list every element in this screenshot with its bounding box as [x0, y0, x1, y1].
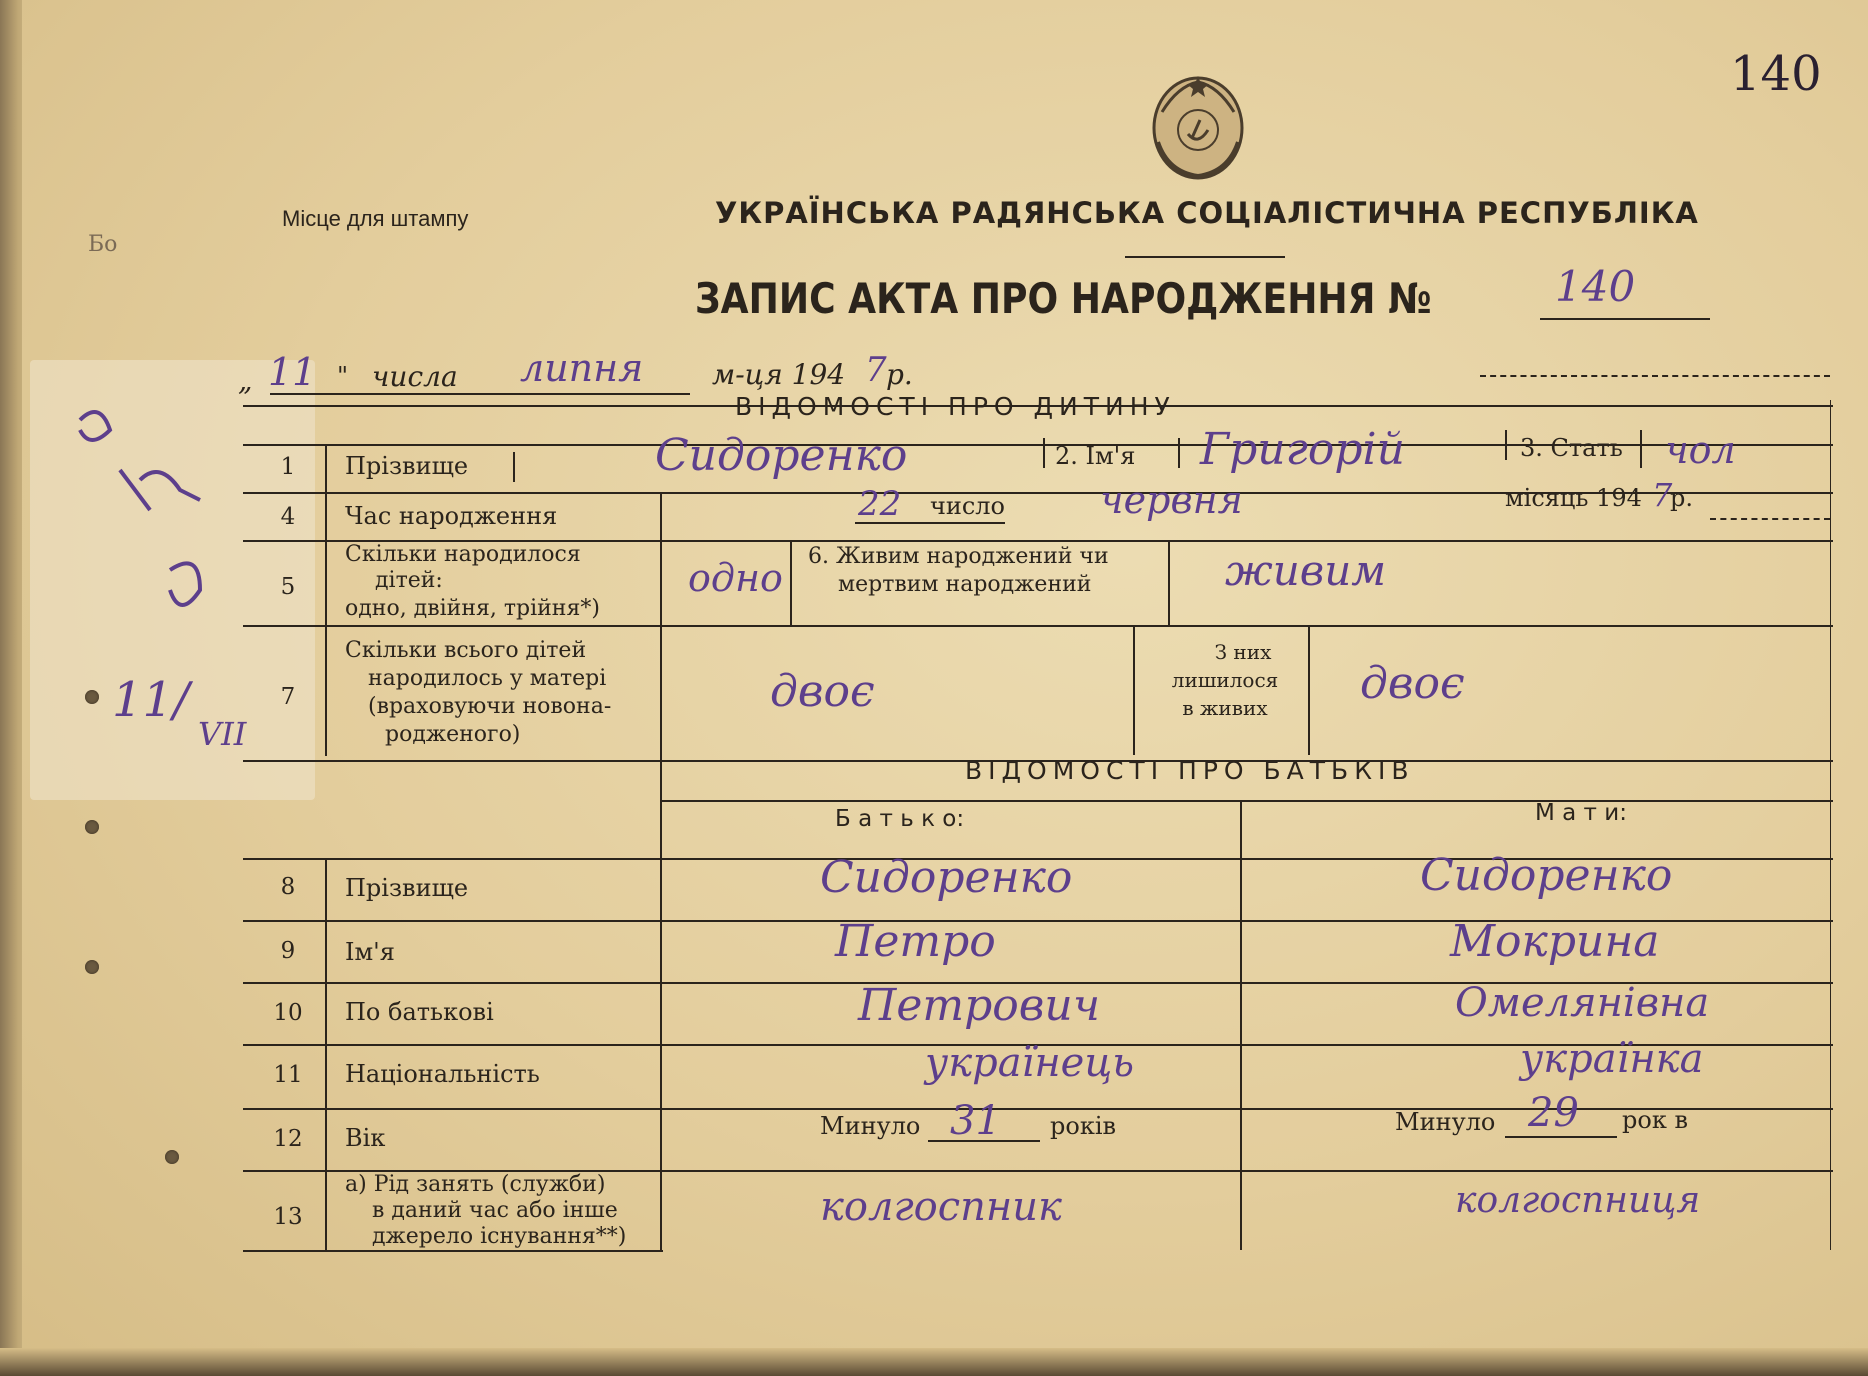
living-label-3: в живих	[1182, 696, 1268, 720]
margin-scribbles	[60, 390, 260, 630]
father-nationality: українець	[925, 1040, 1135, 1086]
date-tail-line	[1480, 375, 1830, 377]
row-number: 1	[280, 454, 296, 480]
column-line	[1168, 540, 1170, 625]
total-label-3: (враховуючи новона-	[368, 694, 612, 719]
alive-label-1: 6. Живим народжений чи	[808, 544, 1109, 569]
punch-hole	[165, 1150, 179, 1164]
punch-hole	[85, 820, 99, 834]
row-number: 9	[280, 938, 296, 964]
section-parents-heading: ВІДОМОСТІ ПРО БАТЬКІВ	[965, 756, 1415, 785]
row-number: 4	[280, 504, 296, 530]
mother-age-line	[1505, 1136, 1617, 1138]
father-surname: Сидоренко	[820, 852, 1073, 903]
birth-tail-line	[1710, 518, 1830, 520]
count-label-1: Скільки народилося	[345, 542, 581, 567]
row-number: 10	[273, 1000, 303, 1026]
column-line	[325, 858, 327, 1250]
patronymic-label: По батькові	[345, 998, 494, 1026]
child-surname: Сидоренко	[655, 430, 908, 481]
birth-day: 22	[858, 484, 902, 524]
child-total: двоє	[770, 666, 875, 717]
record-month: липня	[520, 346, 644, 390]
row-line	[243, 625, 1833, 627]
birth-day-line	[855, 522, 1005, 524]
total-label-2: народилось у матері	[368, 666, 607, 691]
row-line	[243, 1108, 1833, 1110]
father-surname-label: Прізвище	[345, 874, 469, 902]
record-number: 140	[1555, 262, 1636, 311]
father-age: 31	[950, 1098, 1001, 1144]
month-label: м-ця 194	[712, 358, 846, 391]
column-line	[790, 540, 792, 625]
day-label: числа	[372, 360, 458, 393]
child-alive: живим	[1225, 546, 1387, 595]
occupation-label-3: джерело існування**)	[372, 1224, 627, 1249]
living-label-1: З них	[1214, 640, 1272, 664]
title-divider	[1125, 256, 1285, 258]
surname-label: Прізвище	[345, 452, 469, 480]
mother-patronymic: Омелянівна	[1455, 980, 1710, 1026]
punch-hole	[85, 960, 99, 974]
margin-note: Бо	[88, 232, 118, 257]
column-line	[1133, 625, 1135, 755]
section-child-heading: ВІДОМОСТІ ПРО ДИТИНУ	[735, 392, 1176, 421]
column-line	[325, 444, 327, 756]
father-occupation: колгоспник	[820, 1184, 1062, 1230]
column-line	[1178, 438, 1180, 468]
total-label-4: родженого)	[385, 722, 521, 747]
birth-year-suffix: р.	[1670, 484, 1693, 512]
margin-note-date: 11/	[112, 672, 190, 728]
stamp-place-label: Місце для штампу	[282, 206, 469, 231]
row-number: 11	[273, 1062, 303, 1088]
nationality-label: Національність	[345, 1060, 540, 1088]
mother-age: 29	[1528, 1090, 1579, 1136]
mother-age-suffix: рок в	[1622, 1106, 1688, 1134]
column-line	[1505, 430, 1507, 460]
name-label: 2. Ім'я	[1055, 442, 1136, 470]
occupation-label-2: в даний час або інше	[372, 1198, 618, 1223]
child-count: одно	[688, 556, 783, 600]
age-label: Вік	[345, 1124, 386, 1152]
father-age-suffix: років	[1050, 1112, 1116, 1140]
father-column-label: Б а т ь к о:	[835, 806, 965, 832]
first-name-label: Ім'я	[345, 938, 395, 966]
column-line	[660, 492, 662, 1252]
father-age-prefix: Минуло	[820, 1112, 921, 1140]
father-age-line	[928, 1140, 1040, 1142]
margin-note-month: VII	[198, 715, 247, 753]
row-line	[660, 800, 1833, 802]
coat-of-arms-icon	[1148, 72, 1248, 184]
child-name: Григорій	[1200, 424, 1405, 475]
column-line	[1043, 438, 1045, 468]
date-underline	[270, 393, 690, 395]
year-suffix: р.	[886, 358, 913, 391]
table-right-edge	[1830, 400, 1831, 1250]
row-number: 5	[280, 574, 296, 600]
column-line	[1640, 430, 1642, 468]
birth-year-digit: 7	[1652, 476, 1673, 514]
sex-label: 3. Стать	[1520, 434, 1623, 462]
row-number: 8	[280, 874, 296, 900]
count-label-3: одно, двійня, трійня*)	[345, 596, 600, 621]
mother-name: Мокрина	[1450, 916, 1660, 967]
record-day: 11	[268, 350, 317, 394]
mother-age-prefix: Минуло	[1395, 1108, 1496, 1136]
column-line	[1240, 800, 1242, 1250]
birth-month-label: місяць 194	[1505, 484, 1642, 512]
birth-label: Час народження	[345, 502, 558, 530]
occupation-label-1: а) Рід занять (служби)	[345, 1172, 606, 1197]
mother-column-label: М а т и:	[1535, 800, 1627, 826]
punch-hole	[85, 690, 99, 704]
column-line	[1308, 625, 1310, 755]
record-year-digit: 7	[865, 350, 887, 390]
mother-nationality: українка	[1520, 1036, 1704, 1082]
column-line	[513, 452, 515, 482]
total-label-1: Скільки всього дітей	[345, 638, 587, 663]
birth-day-label: число	[930, 492, 1005, 520]
alive-label-2: мертвим народжений	[838, 572, 1092, 597]
mother-occupation: колгоспниця	[1455, 1180, 1701, 1221]
date-close-quote: "	[337, 362, 349, 390]
birth-month: червня	[1100, 478, 1243, 522]
child-living: двоє	[1360, 658, 1465, 709]
row-line	[243, 1250, 663, 1252]
mother-surname: Сидоренко	[1420, 850, 1673, 901]
republic-title: УКРАЇНСЬКА РАДЯНСЬКА СОЦІАЛІСТИЧНА РЕСПУБЛІКА	[715, 196, 1699, 230]
record-title: ЗАПИС АКТА ПРО НАРОДЖЕННЯ №	[695, 274, 1432, 323]
date-open-quote: „	[238, 364, 253, 397]
child-sex: чол	[1665, 428, 1736, 472]
page-number: 140	[1730, 46, 1822, 102]
living-label-2: лишилося	[1171, 668, 1279, 692]
row-number: 13	[273, 1204, 303, 1230]
father-patronymic: Петрович	[858, 980, 1101, 1031]
father-name: Петро	[835, 916, 996, 967]
row-number: 7	[280, 684, 296, 710]
record-number-line	[1540, 318, 1710, 320]
count-label-2: дітей:	[375, 568, 443, 593]
bottom-edge	[0, 1348, 1868, 1376]
row-number: 12	[273, 1126, 303, 1152]
